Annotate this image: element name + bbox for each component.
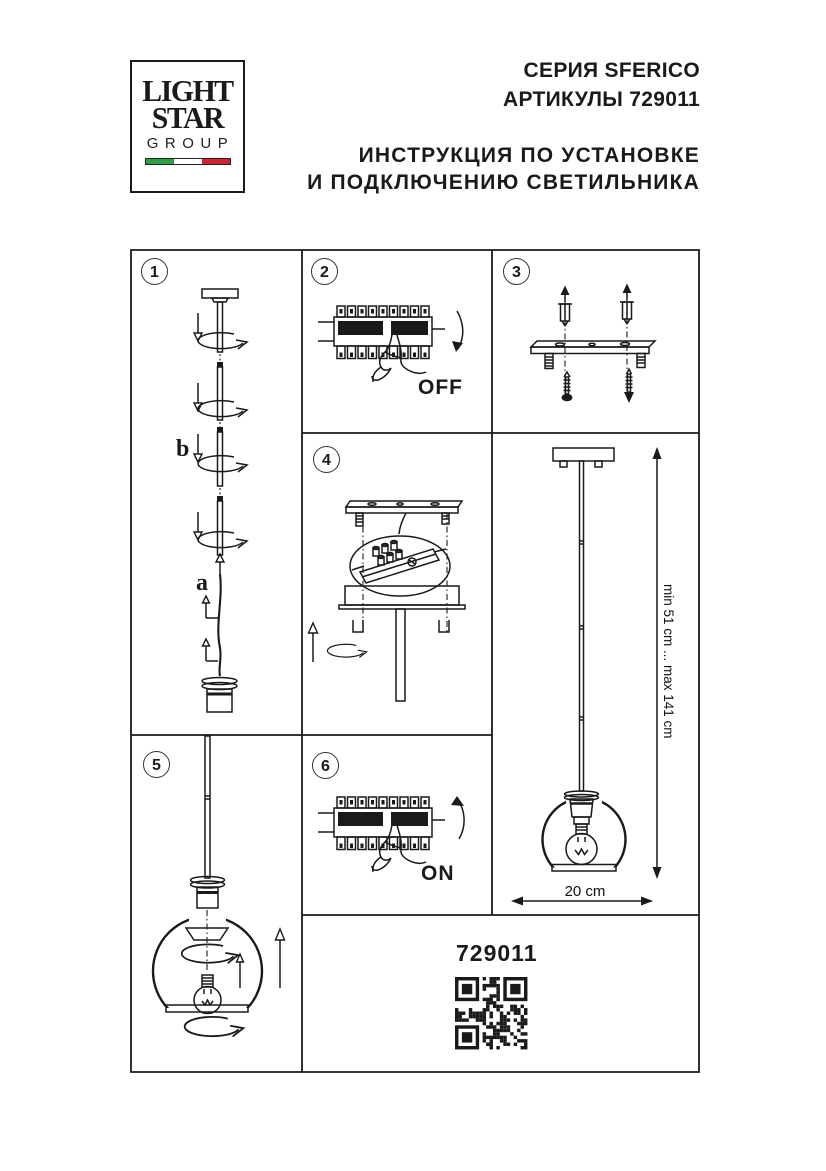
part-label-a: a bbox=[196, 570, 208, 596]
step-5-marker: 5 bbox=[143, 751, 170, 778]
step2-breaker-off-diagram bbox=[318, 306, 463, 382]
step6-breaker-on-diagram bbox=[318, 796, 464, 872]
step3-mounting-bracket-diagram bbox=[531, 284, 655, 404]
instruction-line-2: И ПОДКЛЮЧЕНИЮ СВЕТИЛЬНИКА bbox=[307, 171, 700, 194]
instruction-line-1: ИНСТРУКЦИЯ ПО УСТАНОВКЕ bbox=[358, 144, 700, 167]
series-title: СЕРИЯ SFERICO bbox=[523, 59, 700, 82]
part-label-b: b bbox=[176, 436, 190, 462]
step-6-marker: 6 bbox=[312, 752, 339, 779]
logo-word-group: GROUP bbox=[146, 135, 235, 152]
step-4-marker: 4 bbox=[313, 446, 340, 473]
pendant-overview-diagram bbox=[511, 447, 662, 906]
footer-article-number: 729011 bbox=[456, 940, 538, 966]
power-off-label: OFF bbox=[418, 376, 463, 399]
light-bulb bbox=[194, 975, 221, 1014]
step4-canopy-wiring-diagram bbox=[309, 501, 466, 701]
step-1-marker: 1 bbox=[141, 258, 168, 285]
qr-code bbox=[455, 977, 527, 1049]
article-title: АРТИКУЛЫ 729011 bbox=[503, 87, 700, 111]
step1-rod-disassembly-diagram bbox=[194, 289, 247, 712]
step5-shade-assembly-diagram bbox=[146, 736, 285, 1037]
step-3-marker: 3 bbox=[503, 258, 530, 285]
height-dimension-label: min 51 cm ... max 141 cm bbox=[661, 584, 676, 739]
light-bulb bbox=[566, 824, 597, 865]
step-2-marker: 2 bbox=[311, 258, 338, 285]
width-dimension-label: 20 cm bbox=[564, 883, 606, 900]
logo-word-star: STAR bbox=[151, 100, 224, 135]
logo-word-light: LIGHT bbox=[142, 73, 233, 108]
power-on-label: ON bbox=[421, 862, 455, 885]
